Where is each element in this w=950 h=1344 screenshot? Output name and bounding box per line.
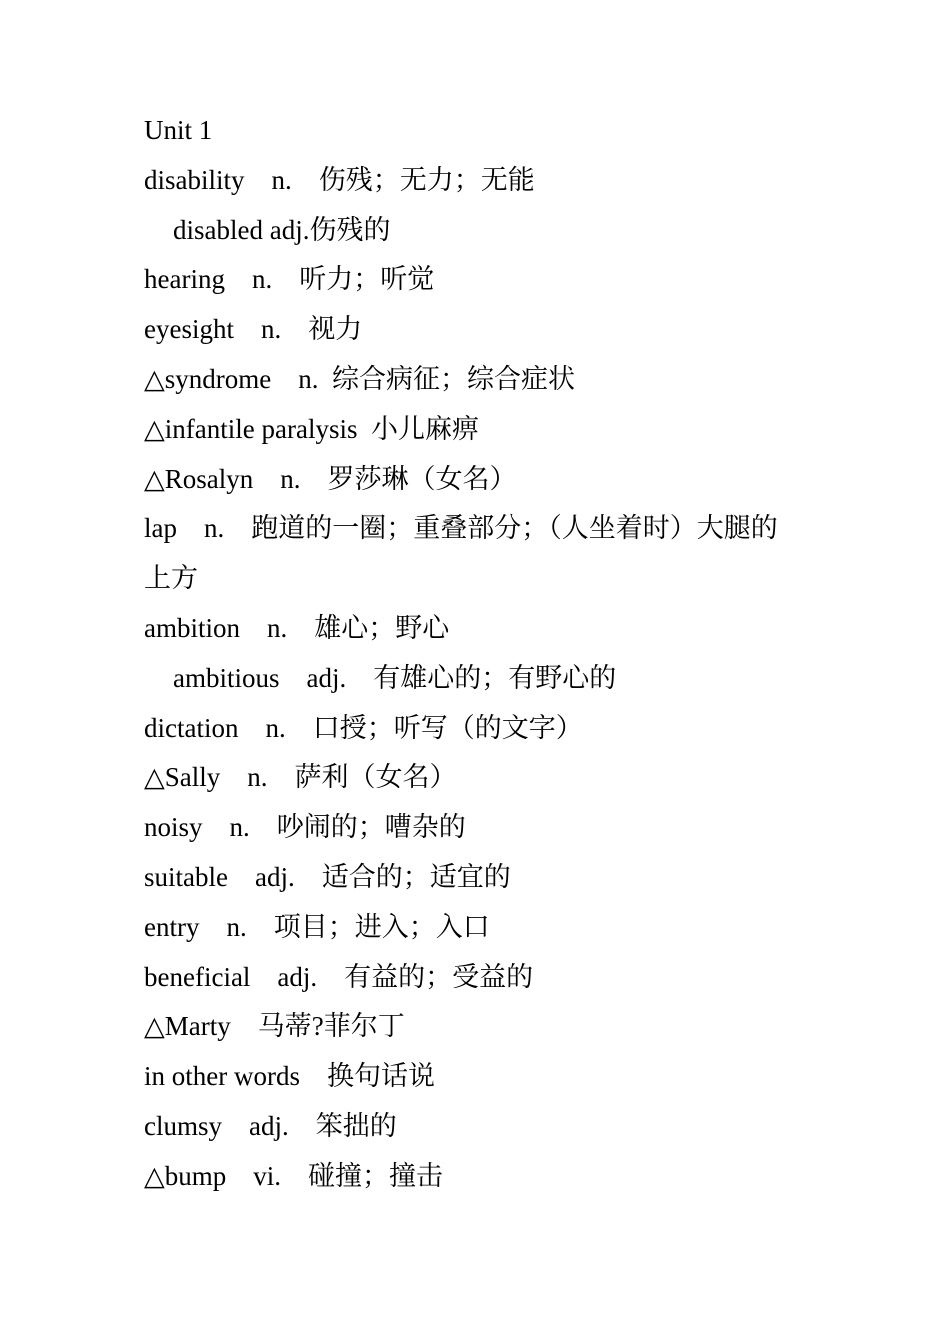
vocab-entry-in-other-words: in other words 换句话说 xyxy=(144,1061,435,1092)
vocab-entry-lap-continued: 上方 xyxy=(144,563,198,594)
vocab-entry-suitable: suitable adj. 适合的；适宜的 xyxy=(144,861,511,892)
vocab-entry-beneficial: beneficial adj. 有益的；受益的 xyxy=(144,961,534,992)
vocab-entry-infantile-paralysis: △infantile paralysis 小儿麻痹 xyxy=(144,413,479,444)
unit-heading: Unit 1 xyxy=(144,115,213,145)
vocab-entry-syndrome: △syndrome n. 综合病征；综合症状 xyxy=(144,363,575,394)
vocab-entry-disability: disability n. 伤残；无力；无能 xyxy=(144,164,535,195)
vocab-subentry-disabled: disabled adj.伤残的 xyxy=(173,214,391,245)
vocab-entry-bump: △bump vi. 碰撞；撞击 xyxy=(144,1160,444,1191)
vocab-entry-ambition: ambition n. 雄心；野心 xyxy=(144,612,450,643)
vocab-entry-sally: △Sally n. 萨利（女名） xyxy=(144,762,457,793)
vocab-entry-rosalyn: △Rosalyn n. 罗莎琳（女名） xyxy=(144,463,517,494)
vocab-entry-marty: △Marty 马蒂?菲尔丁 xyxy=(144,1011,405,1042)
vocab-subentry-ambitious: ambitious adj. 有雄心的；有野心的 xyxy=(173,662,617,693)
vocab-entry-noisy: noisy n. 吵闹的；嘈杂的 xyxy=(144,812,466,843)
vocab-entry-hearing: hearing n. 听力；听觉 xyxy=(144,264,435,295)
vocab-entry-lap: lap n. 跑道的一圈；重叠部分；（人坐着时）大腿的 xyxy=(144,513,778,544)
vocab-entry-entry: entry n. 项目；进入；入口 xyxy=(144,911,490,942)
vocab-entry-clumsy: clumsy adj. 笨拙的 xyxy=(144,1110,397,1141)
vocab-entry-eyesight: eyesight n. 视力 xyxy=(144,314,363,345)
vocabulary-list xyxy=(144,106,824,1202)
vocab-entry-dictation: dictation n. 口授；听写（的文字） xyxy=(144,712,583,743)
